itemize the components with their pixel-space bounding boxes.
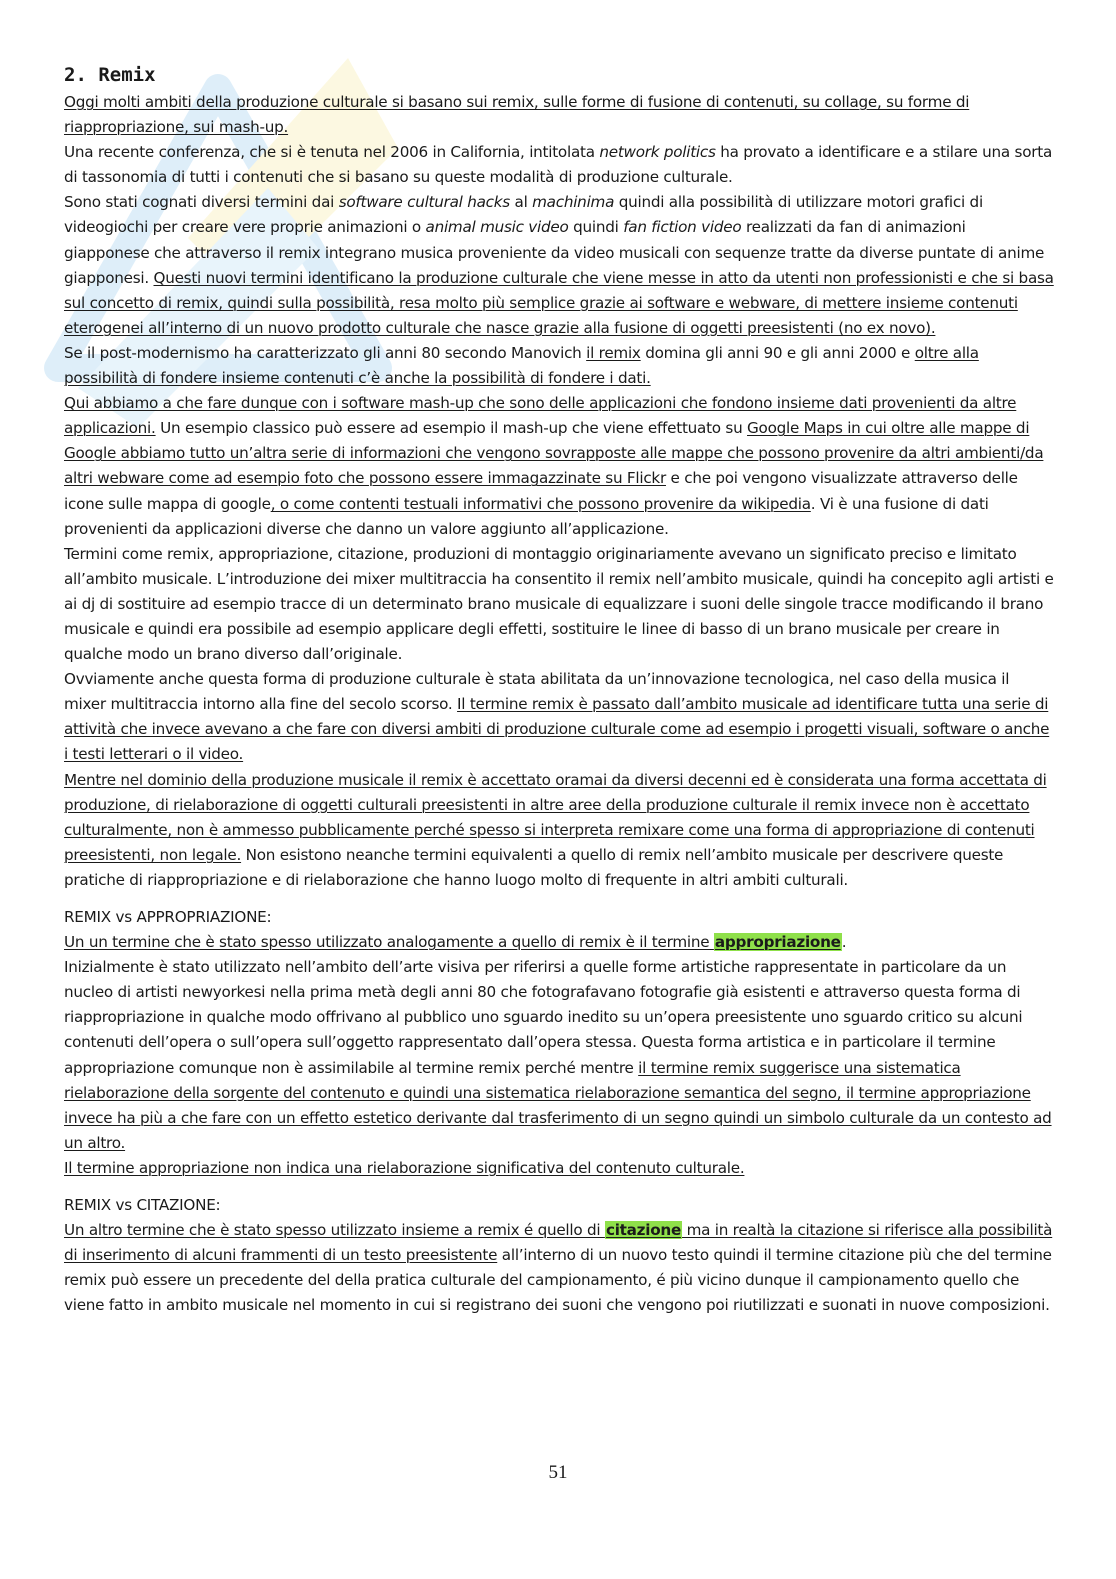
- highlighted-term: appropriazione: [714, 933, 841, 952]
- text-fragment: Inizialmente è stato utilizzato nell’ambito dell’arte visiva per riferirsi a quelle forme artistiche rappresentate in particolare da un nucleo di artisti newyorkesi nella prima metà degli anni 80 che fotografavano fotografie già esistenti e attraverso questa forma di riappropriazione in qualche modo offrivano al pubblico uno sguardo inedito su un’opera preesistente uno sguardo critico su alcuni contenuti dell’opera o sull’opera sull’oggetto rappresentato dall’opera stessa. Questa forma artistica e in particolare il termine appropriazione comunque non è assimilabile al termine remix perché mentre: [64, 958, 1023, 1077]
- italic-term: animal music video: [425, 218, 569, 237]
- page-number: 51: [548, 1462, 568, 1483]
- text-fragment: . Vi è una fusione di dati provenienti da applicazioni diverse che danno un valore aggiunto all’applicazione.: [64, 494, 989, 538]
- document-body: [64, 60, 1054, 1319]
- text-fragment: Il termine remix è passato dall’ambito musicale ad identificare tutta una serie di attività che invece avevano a che fare con diversi ambiti di produzione culturale come ad esempio i progetti visuali, software o anche i testi letterari o il video.: [64, 695, 1050, 764]
- text-fragment: Il termine appropriazione non indica una rielaborazione significativa del contenuto culturale.: [64, 1158, 745, 1177]
- section-title: 2. Remix: [64, 64, 156, 86]
- subsection-heading: REMIX vs APPROPRIAZIONE:: [64, 908, 272, 926]
- text-fragment: Questi nuovi termini identificano la produzione culturale che viene messe in atto da utenti non professionisti e che si basa sul concetto di remix, quindi sulla possibilità, resa molto più semplice grazie ai software e webware, di mettere insieme contenuti eterogenei all’interno di un nuovo prodotto culturale che nasce grazie alla fusione di oggetti preesistenti (no ex novo).: [64, 268, 1054, 337]
- text-fragment: oltre alla possibilità di fondere insieme contenuti c’è anche la possibilità di fondere i dati.: [64, 343, 979, 388]
- text-fragment: ha provato a identificare e a stilare una sorta di tassonomia di tutti i contenuti che si basano su queste modalità di produzione culturale.: [64, 143, 1053, 187]
- text-fragment: Google Maps in cui oltre alle mappe di Google abbiamo tutto un’altra serie di informazioni che vengono sovrapposte alle mappe che possono provenire da altri ambienti/da altri webware come ad esempio foto che possono essere immagazzinate su Flickr: [64, 419, 1044, 488]
- text-fragment: Oggi molti ambiti della produzione culturale si basano sui remix, sulle forme di fusione di contenuti, su collage, su forme di riappropriazione, sui mash-up.: [64, 93, 970, 137]
- italic-term: network politics: [599, 143, 716, 162]
- text-fragment: Ovviamente anche questa forma di produzione culturale è stata abilitata da un’innovazione tecnologica, nel caso della musica il mixer multitraccia intorno alla fine del secolo scorso.: [64, 670, 1010, 714]
- paragraph-citazione: [64, 1193, 1054, 1318]
- text-fragment: ma in realtà la citazione si riferisce alla possibilità di inserimento di alcuni frammenti di un testo preesistente: [64, 1221, 1053, 1265]
- text-fragment: Un esempio classico può essere ad esempio il mash-up che viene effettuato su: [155, 419, 748, 438]
- text-fragment: , o come contenti testuali informativi che possono provenire da wikipedia: [270, 494, 811, 513]
- subsection-heading: REMIX vs CITAZIONE:: [64, 1196, 221, 1215]
- text-fragment: al: [509, 193, 533, 212]
- text-fragment: Una recente conferenza, che si è tenuta nel 2006 in California, intitolata: [64, 143, 600, 162]
- text-fragment: Sono stati cognati diversi termini dai: [64, 193, 339, 212]
- italic-term: fan fiction video: [623, 218, 742, 237]
- text-fragment: Qui abbiamo a che fare dunque con i software mash-up che sono delle applicazioni che fondono insieme dati provenienti da altre applicazioni.: [64, 394, 1017, 438]
- text-fragment: Mentre nel dominio della produzione musicale il remix è accettato oramai da diversi decenni ed è considerata una forma accettata di produzione, di rielaborazione di oggetti culturali preesistenti in altre aree della produzione culturale il remix invece non è accettato culturalmente, non è ammesso pubblicamente perché spesso si interpreta remixare come una forma di appropriazione di contenuti preesistenti, non legale.: [64, 770, 1047, 864]
- text-fragment: Un altro termine che è stato spesso utilizzato insieme a remix é quello di: [64, 1221, 605, 1240]
- text-fragment: e che poi vengono visualizzate attraverso delle icone sulle mappa di google: [64, 469, 1018, 513]
- text-fragment: domina gli anni 90 e gli anni 2000 e: [640, 343, 915, 362]
- text-fragment: Termini come remix, appropriazione, citazione, produzioni di montaggio originariamente avevano un significato preciso e limitato all’ambito musicale. L’introduzione dei mixer multitraccia ha consentito il remix nell’ambito musicale, quindi ha concepito agli artisti e ai dj di sostituire ad esempio tracce di un determinato brano musicale di equalizzare i suoni delle singole tracce modificando il brano musicale e quindi era possibile ad esempio applicare degli effetti, sostituire le linee di basso di un brano musicale per creare in qualche modo un brano diverso dall’originale.: [64, 544, 1054, 664]
- text-fragment: il remix: [586, 343, 641, 362]
- text-fragment: il termine remix suggerisce una sistematica rielaborazione della sorgente del contenuto e quindi una sistematica rielaborazione semantica del segno, il termine appropriazione invece ha più a che fare con un effetto estetico derivante dal trasferimento di un segno quindi un simbolo culturale da un contesto ad un altro.: [64, 1058, 1052, 1152]
- text-fragment: Se il post-modernismo ha caratterizzato gli anni 80 secondo Manovich: [64, 343, 587, 362]
- italic-term: machinima: [532, 193, 615, 212]
- paragraph-appropriazione: [64, 905, 1054, 1181]
- text-fragment: quindi: [568, 218, 624, 237]
- highlighted-term: citazione: [605, 1221, 681, 1240]
- text-fragment: all’interno di un nuovo testo quindi il termine citazione più che del termine remix può essere un precedente del della pratica culturale del campionamento, é più vicino dunque il campionamento quello che viene fatto in ambito musicale nel momento in cui si registrano dei suoni che vengono poi riutilizzati e suonati in nuove composizioni.: [64, 1246, 1052, 1315]
- text-fragment: [64, 933, 842, 951]
- text-fragment: .: [841, 933, 847, 952]
- text-fragment: quindi alla possibilità di utilizzare motori grafici di videogiochi per creare vere proprie animazioni o: [64, 193, 983, 237]
- italic-term: software cultural hacks: [338, 193, 510, 212]
- text-fragment: realizzati da fan di animazioni giapponese che attraverso il remix integrano musica proveniente da video musicali con sequenze tratte da diverse puntate di anime giapponesi.: [64, 218, 1045, 287]
- text-fragment: Un un termine che è stato spesso utilizzato analogamente a quello di remix è il termine: [64, 933, 714, 952]
- paragraph-remix-intro: [64, 90, 1054, 893]
- text-fragment: Non esistono neanche termini equivalenti a quello di remix nell’ambito musicale per descrivere queste pratiche di riappropriazione e di rielaborazione che hanno luogo molto di frequente in altri ambiti culturali.: [64, 845, 1004, 889]
